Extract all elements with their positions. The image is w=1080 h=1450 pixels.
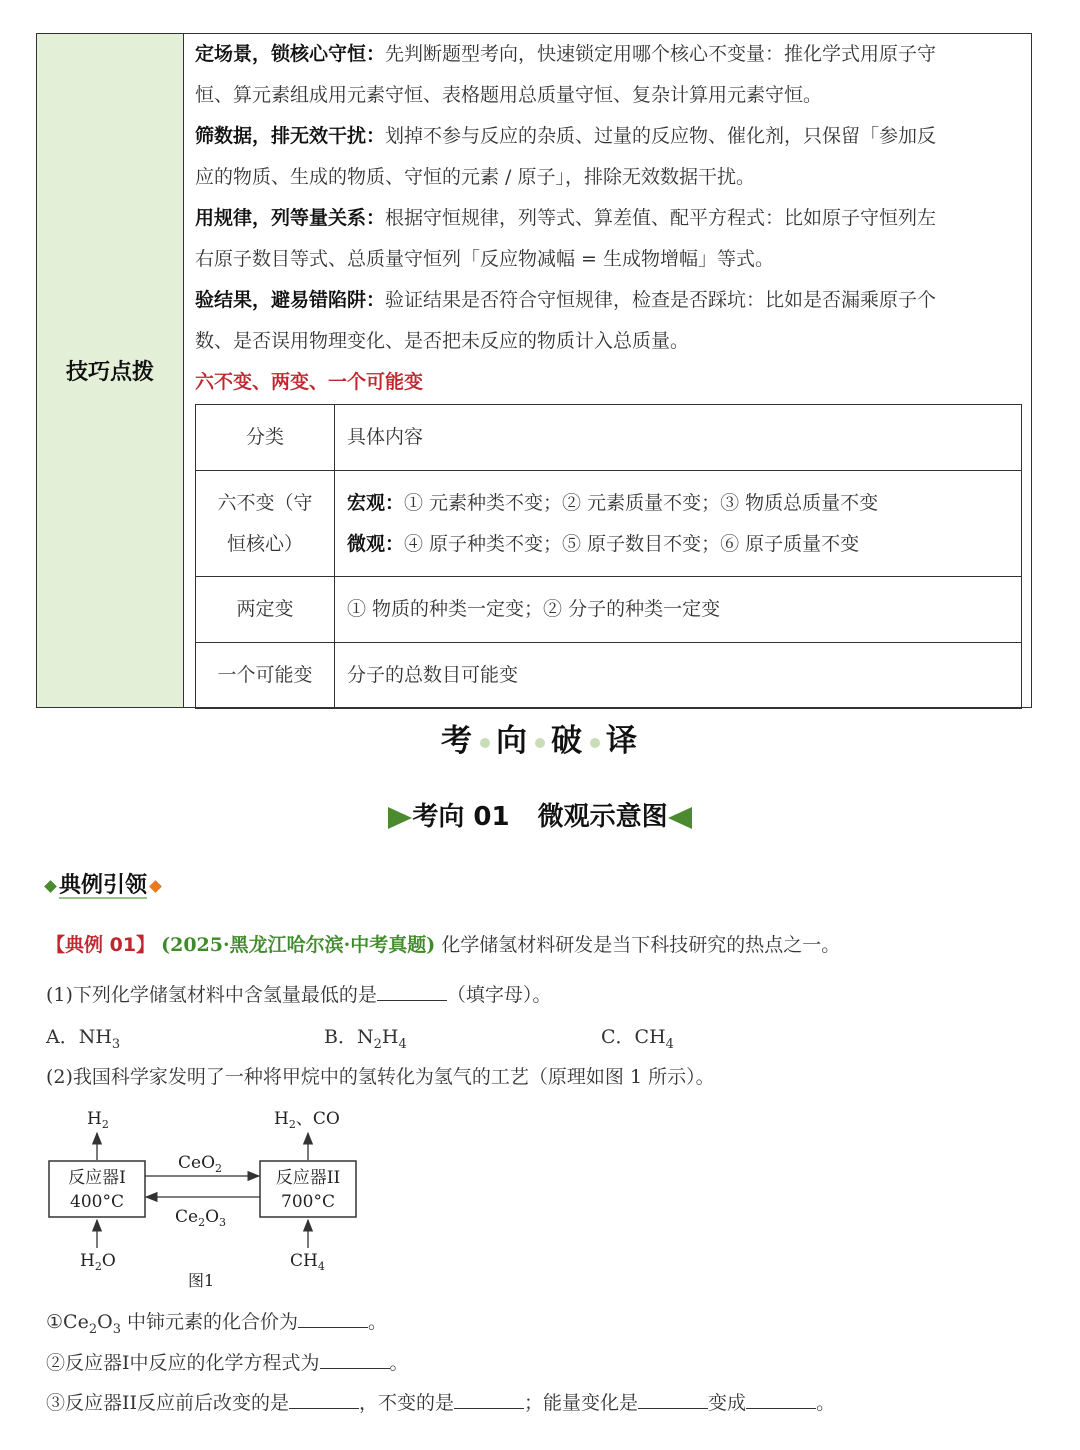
tip-text: 应的物质、生成的物质、守恒的元素 / 原子」，排除无效数据干扰。 xyxy=(195,166,755,188)
macro-label: 宏观： xyxy=(347,491,405,514)
sub-question-3: ③反应器II反应前后改变的是 ，不变的是 ；能量变化是 变成 。 xyxy=(46,1392,836,1414)
option-b: B．$N_2H_4$ xyxy=(324,1026,407,1052)
micro-label: 微观： xyxy=(347,532,405,555)
example-tag: 【典例 01】 xyxy=(46,934,156,956)
cat-line: 六不变（守 xyxy=(217,491,313,514)
tip-text: 根据守恒规律，列等式、算差值、配平方程式：比如原子守恒列左 xyxy=(385,207,937,229)
question-text: 变成 xyxy=(708,1392,747,1414)
macro-text: ① 元素种类不变；② 元素质量不变；③ 物质总质量不变 xyxy=(404,491,879,514)
topic-title: 微观示意图 xyxy=(537,802,668,832)
option-c: C．$CH_4$ xyxy=(601,1026,674,1052)
dot-icon xyxy=(535,738,545,748)
process-diagram xyxy=(40,1100,380,1300)
option-text: B．N xyxy=(324,1026,374,1048)
question-text: ，不变的是 xyxy=(359,1392,455,1414)
topic-subtitle xyxy=(0,796,1080,833)
question-text: （填字母）。 xyxy=(446,984,552,1006)
question-text: 中铈元素的化合价为 xyxy=(127,1311,299,1333)
question-2: (2)我国科学家发明了一种将甲烷中的氢转化为氢气的工艺（原理如图 1 所示）。 xyxy=(46,1066,715,1088)
example-heading-text: 典例引领 xyxy=(59,873,148,898)
sub-question-1: $①Ce_2O_3$ 中铈元素的化合价为 。 xyxy=(46,1311,388,1337)
tip-item xyxy=(195,116,1021,198)
tip-text: 验证结果是否符合守恒规律，检查是否踩坑：比如是否漏乘原子个 xyxy=(385,289,937,311)
title-char: 考 xyxy=(441,723,474,759)
tips-body xyxy=(195,34,1021,686)
tips-label: 技巧点拨 xyxy=(37,34,184,707)
tips-table xyxy=(36,33,1032,708)
cat-line: 恒核心） xyxy=(226,532,303,555)
ceo2-label: CeO$_2$ xyxy=(178,1153,223,1175)
title-char: 译 xyxy=(606,723,639,759)
row-content: ① 物质的种类一定变；② 分子的种类一定变 xyxy=(335,577,1022,643)
example-source: (2025·黑龙江哈尔滨·中考真题) xyxy=(161,934,436,956)
tip-title: 验结果，避易错陷阱： xyxy=(195,289,386,311)
tip-title: 用规律，列等量关系： xyxy=(195,207,386,229)
option-a: A．$NH_3$ xyxy=(46,1026,121,1052)
rules-table xyxy=(195,404,1022,709)
reactor-2-temp: 700°C xyxy=(281,1192,335,1212)
row-category xyxy=(196,471,335,577)
answer-blank[interactable] xyxy=(289,1390,359,1409)
diamond-icon xyxy=(149,880,162,893)
answer-blank[interactable] xyxy=(377,982,447,1001)
sub-question-2: ②反应器I中反应的化学方程式为 。 xyxy=(46,1352,409,1374)
header-content: 具体内容 xyxy=(335,405,1022,471)
example-intro xyxy=(46,930,840,957)
row-category: 两定变 xyxy=(196,577,335,643)
tip-text: 数、是否误用物理变化、是否把未反应的物质计入总质量。 xyxy=(195,330,690,352)
h2o-in-label: $H_2O$ xyxy=(80,1251,116,1273)
question-text: ；能量变化是 xyxy=(524,1392,639,1414)
tip-item xyxy=(195,198,1021,280)
h2-co-out-label: $H_2$、CO xyxy=(274,1109,340,1131)
tip-item xyxy=(195,280,1021,362)
arrow-left-icon xyxy=(668,807,692,829)
topic-number: 考向 01 xyxy=(412,802,510,832)
title-char: 破 xyxy=(551,723,584,759)
question-text: ①Ce xyxy=(46,1311,89,1333)
question-text: (1)下列化学储氢材料中含氢量最低的是 xyxy=(46,984,377,1006)
table-header-row xyxy=(196,405,1022,471)
answer-blank[interactable] xyxy=(746,1390,816,1409)
h2-out-label: $H_2$ xyxy=(87,1109,109,1131)
tip-text: 右原子数目等式、总质量守恒列「反应物减幅 = 生成物增幅」等式。 xyxy=(195,248,775,270)
red-heading: 六不变、两变、一个可能变 xyxy=(195,371,424,393)
tip-title: 筛数据，排无效干扰： xyxy=(195,125,386,147)
table-row xyxy=(196,471,1022,577)
dot-icon xyxy=(480,738,490,748)
row-content xyxy=(335,471,1022,577)
example-heading xyxy=(46,868,160,899)
row-category: 一个可能变 xyxy=(196,643,335,709)
reactor-1-name: 反应器I xyxy=(68,1168,126,1188)
tip-item xyxy=(195,34,1021,116)
example-intro-text: 化学储氢材料研发是当下科技研究的热点之一。 xyxy=(441,934,841,956)
table-row xyxy=(196,643,1022,709)
figure-caption: 图1 xyxy=(188,1271,215,1290)
reactor-2-name: 反应器II xyxy=(275,1168,341,1188)
question-1 xyxy=(46,980,551,1007)
tip-text: 划掉不参与反应的杂质、过量的反应物、催化剂，只保留「参加反 xyxy=(385,125,937,147)
option-text: A．NH xyxy=(46,1026,112,1048)
ch4-in-label: $CH_4$ xyxy=(290,1251,325,1273)
option-text: C．CH xyxy=(601,1026,666,1048)
question-text: ②反应器I中反应的化学方程式为 xyxy=(46,1352,320,1374)
title-char: 向 xyxy=(496,723,529,759)
ce2o3-label: $Ce_2O_3$ xyxy=(175,1207,227,1229)
micro-text: ④ 原子种类不变；⑤ 原子数目不变；⑥ 原子质量不变 xyxy=(404,532,860,555)
answer-blank[interactable] xyxy=(638,1390,708,1409)
section-title xyxy=(0,715,1080,760)
answer-blank[interactable] xyxy=(298,1309,368,1328)
dot-icon xyxy=(590,738,600,748)
table-row xyxy=(196,577,1022,643)
reactor-1-temp: 400°C xyxy=(70,1192,124,1212)
row-content: 分子的总数目可能变 xyxy=(335,643,1022,709)
tip-text: 先判断题型考向，快速锁定用哪个核心不变量：推化学式用原子守 xyxy=(385,43,937,65)
question-text: ③反应器II反应前后改变的是 xyxy=(46,1392,290,1414)
arrow-right-icon xyxy=(388,807,412,829)
answer-blank[interactable] xyxy=(454,1390,524,1409)
diamond-icon xyxy=(44,880,57,893)
tip-text: 恒、算元素组成用元素守恒、表格题用总质量守恒、复杂计算用元素守恒。 xyxy=(195,84,823,106)
answer-blank[interactable] xyxy=(320,1350,390,1369)
tip-title: 定场景，锁核心守恒： xyxy=(195,43,386,65)
header-category: 分类 xyxy=(196,405,335,471)
